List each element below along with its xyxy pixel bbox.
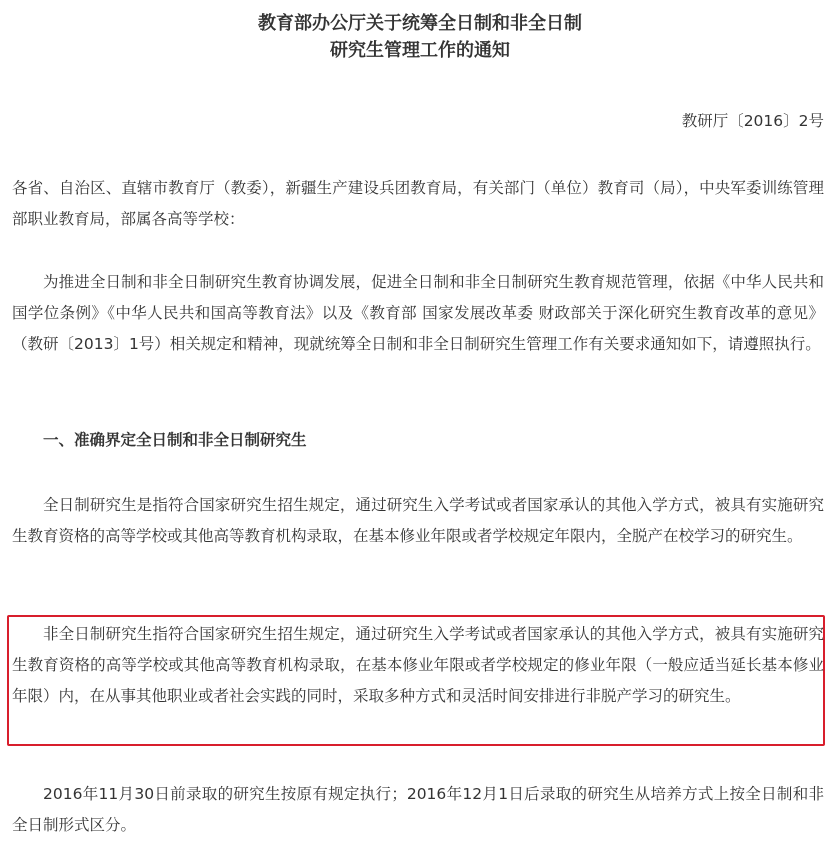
fulltime-definition-paragraph: 全日制研究生是指符合国家研究生招生规定，通过研究生入学考试或者国家承认的其他入学方式，被具有实施研究生教育资格的高等学校或其他高等教育机构录取，在基本修业年限或者学校规定年限内，全脱产在校学习的研究生。 [12,496,824,545]
title-line-2: 研究生管理工作的通知 [330,40,510,61]
document-number: 教研厅〔2016〕2号 [681,112,824,130]
title-line-1: 教育部办公厅关于统筹全日制和非全日制 [258,13,582,34]
recipients-paragraph: 各省、自治区、直辖市教育厅（教委），新疆生产建设兵团教育局，有关部门（单位）教育司（局），中央军委训练管理部职业教育局，部属各高等学校： [12,179,824,228]
parttime-definition-paragraph: 非全日制研究生指符合国家研究生招生规定，通过研究生入学考试或者国家承认的其他入学方式，被具有实施研究生教育资格的高等学校或其他高等教育机构录取，在基本修业年限或者学校规定的修业年限（一般应适当延长基本修业年限）内，在从事其他职业或者社会实践的同时，采取多种方式和灵活时间安排进行非脱产学习的研究生。 [12,625,824,705]
document-title [0,10,840,64]
intro-paragraph: 为推进全日制和非全日制研究生教育协调发展，促进全日制和非全日制研究生教育规范管理，依据《中华人民共和国学位条例》《中华人民共和国高等教育法》以及《教育部 国家发展改革委 财政部关于深化研究生教育改革的意见》（教研〔2013〕1号）相关规定和精神，现就统筹全日制和非全日制研究生管理工作有关要求通知如下，请遵照执行。 [12,273,824,353]
transition-paragraph: 2016年11月30日前录取的研究生按原有规定执行；2016年12月1日后录取的研究生从培养方式上按全日制和非全日制形式区分。 [12,785,824,834]
section-1-heading: 一、准确界定全日制和非全日制研究生 [43,431,307,449]
